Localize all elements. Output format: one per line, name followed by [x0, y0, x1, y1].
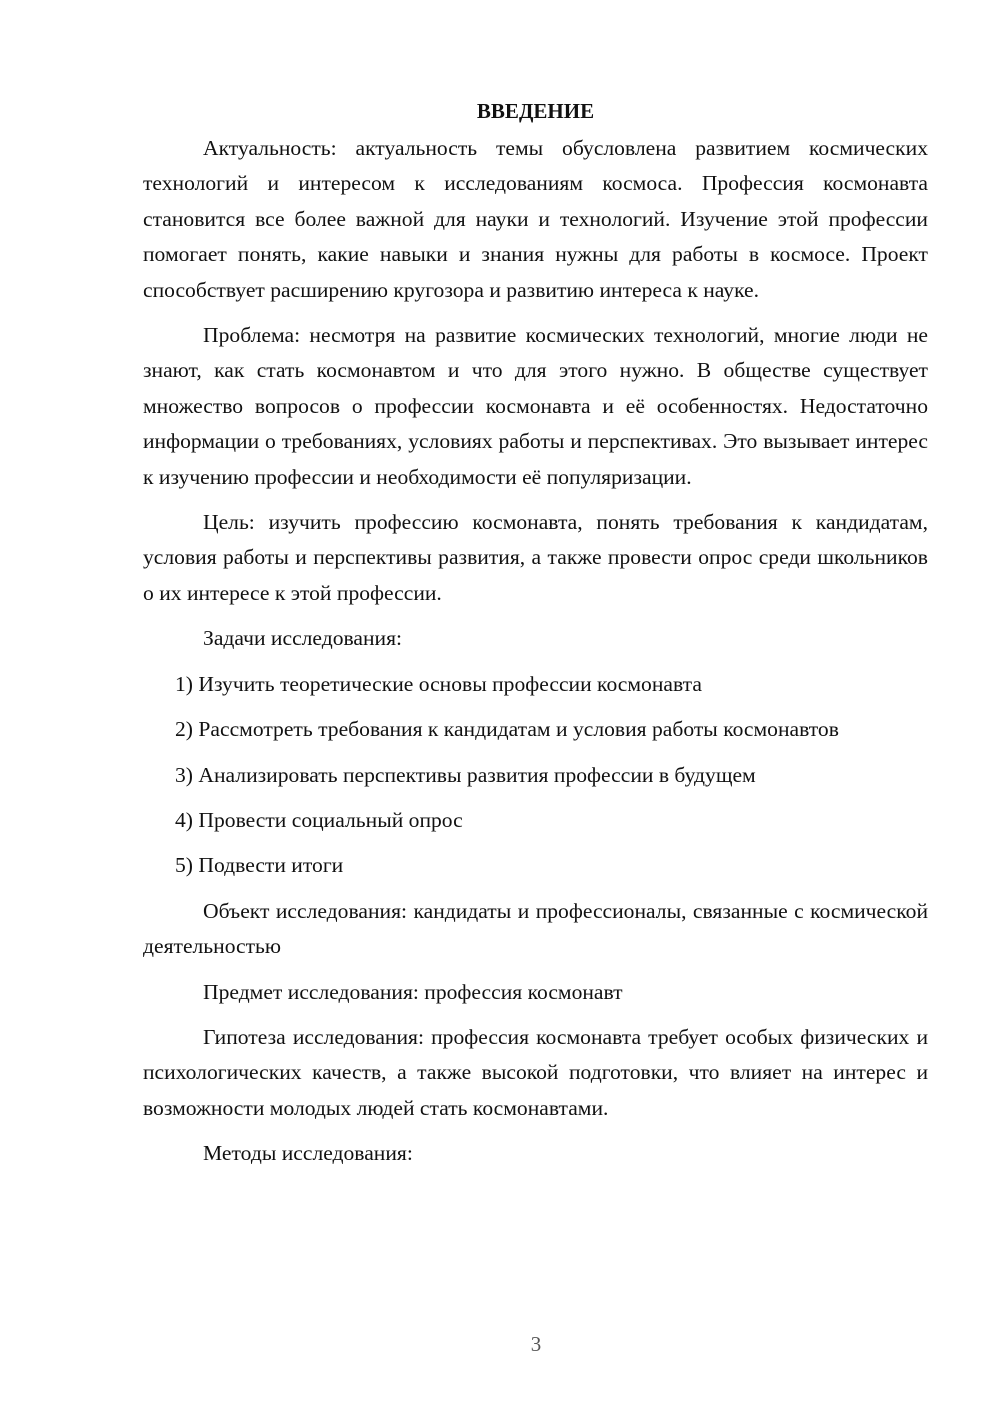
- task-item-1: 1) Изучить теоретические основы профессии космонавта: [175, 671, 702, 696]
- paragraph-problem: Проблема: несмотря на развитие космических технологий, многие люди не знают, как стать космонавтом и что для этого нужно. В обществе существует множество вопросов о профессии космонавта и её особенностях. Недостаточно информации о требованиях, условиях работы и перспективах. Это вызывает интерес к изучению профессии и необходимости её популяризации.: [143, 323, 928, 489]
- page-number: 3: [530, 1332, 542, 1356]
- task-item-3: 3) Анализировать перспективы развития профессии в будущем: [175, 762, 756, 787]
- paragraph-goal: Цель: изучить профессию космонавта, понять требования к кандидатам, условия работы и перспективы развития, а также провести опрос среди школьников о их интересе к этой профессии.: [143, 510, 928, 605]
- tasks-title: Задачи исследования:: [203, 626, 403, 651]
- paragraph-subject: Предмет исследования: профессия космонавт: [203, 979, 623, 1004]
- paragraph-hypothesis: Гипотеза исследования: профессия космонавта требует особых физических и психологических качеств, а также высокой подготовки, что влияет на интерес и возможности молодых людей стать космонавтами.: [143, 1024, 928, 1120]
- task-item-4: 4) Провести социальный опрос: [175, 807, 463, 832]
- section-heading: ВВЕДЕНИЕ: [476, 99, 595, 123]
- task-item-2: 2) Рассмотреть требования к кандидатам и условия работы космонавтов: [175, 717, 839, 742]
- document-page: [143, 96, 928, 1182]
- paragraph-relevance: Актуальность: актуальность темы обусловлена развитием космических технологий и интересом к исследованиям космоса. Профессия космонавта становится все более важной для науки и технологий. Изучение этой профессии помогает понять, какие навыки и знания нужны для работы в космосе. Проект способствует расширению кругозора и развитию интереса к науке.: [143, 136, 928, 302]
- paragraph-object: Объект исследования: кандидаты и профессионалы, связанные с космической деятельностью: [143, 898, 928, 959]
- task-item-5: 5) Подвести итоги: [175, 853, 344, 878]
- paragraph-methods: Методы исследования:: [203, 1141, 413, 1166]
